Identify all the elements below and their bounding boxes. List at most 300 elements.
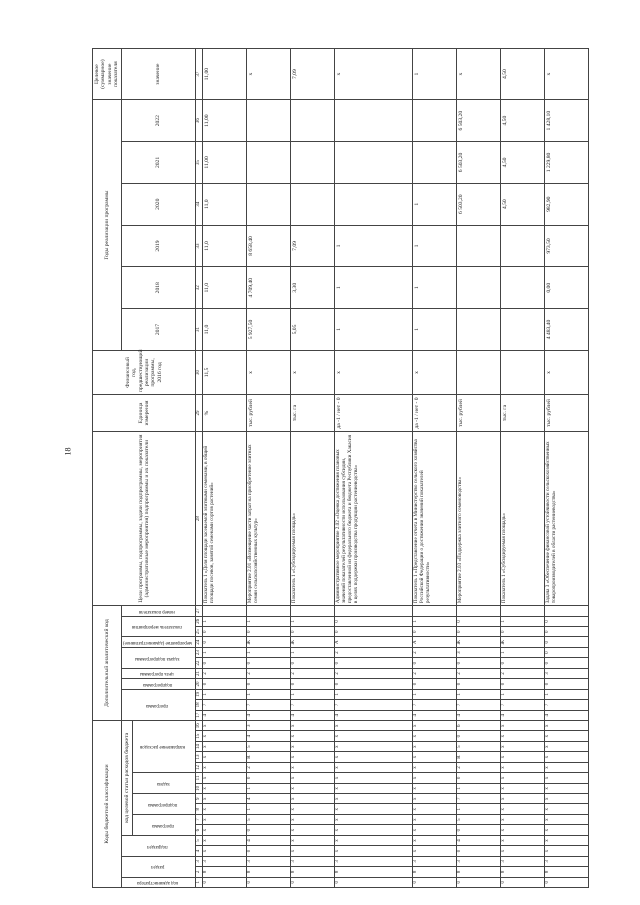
code-cell: x xyxy=(544,794,588,804)
code-cell: 4 xyxy=(202,710,246,720)
code-cell: 8 xyxy=(246,867,290,877)
code-cell: x xyxy=(290,752,334,762)
year-value-cell xyxy=(412,142,456,184)
code-cell: 7 xyxy=(500,700,544,710)
row-name-cell: Показатель 1 «Субсидируемая площадь» xyxy=(500,432,544,606)
code-cell: x xyxy=(500,721,544,731)
code-cell: x xyxy=(500,783,544,793)
column-number: 1 xyxy=(196,877,203,887)
year-value-cell: 1 xyxy=(412,309,456,351)
column-number: 5 xyxy=(196,835,203,845)
code-cell: x xyxy=(412,835,456,845)
code-cell: x xyxy=(202,752,246,762)
column-numbers-row xyxy=(196,49,203,888)
final-value-cell: 4,50 xyxy=(500,49,544,100)
code-cell: 3 xyxy=(246,856,290,866)
an-measure-header: мероприятие (административное) xyxy=(121,637,195,647)
code-cell: x xyxy=(202,804,246,814)
code-cell: 0 xyxy=(334,877,412,887)
code-cell: 1 xyxy=(246,647,290,657)
code-cell: 4 xyxy=(246,710,290,720)
code-cell: 1 xyxy=(412,616,456,626)
code-cell: 3 xyxy=(290,856,334,866)
code-cell: 0 xyxy=(246,846,290,856)
code-cell: 4 xyxy=(246,731,290,741)
code-cell xyxy=(500,606,544,617)
value-2016-cell: x xyxy=(290,350,334,394)
year-value-cell: 6 503,20 xyxy=(456,142,500,184)
code-cell: 8 xyxy=(456,867,500,877)
code-cell: x xyxy=(500,814,544,824)
code-cell: 2 xyxy=(334,668,412,678)
code-cell: 0 xyxy=(544,637,588,647)
year-value-cell xyxy=(290,100,334,142)
column-number: 8 xyxy=(196,804,203,814)
code-cell: 1 xyxy=(500,647,544,657)
code-cell: 0 xyxy=(456,679,500,689)
code-cell: 0 xyxy=(246,658,290,668)
code-cell: 0 xyxy=(500,658,544,668)
code-cell: x xyxy=(412,804,456,814)
column-number: 20 xyxy=(196,679,203,689)
code-cell: R xyxy=(456,752,500,762)
code-cell: x xyxy=(544,783,588,793)
an-indicator-header: показатель мероприятия xyxy=(121,616,195,637)
code-cell: x xyxy=(544,762,588,772)
code-cell: x xyxy=(334,741,412,751)
final-value-cell: x xyxy=(544,49,588,100)
code-cell xyxy=(544,606,588,617)
years-group-header: Годы реализации программы xyxy=(93,100,122,351)
code-cell: 5 xyxy=(456,741,500,751)
code-cell: x xyxy=(500,825,544,835)
code-cell: 0 xyxy=(456,616,500,626)
code-cell: 0 xyxy=(412,658,456,668)
year-2019-header: 2019 xyxy=(121,225,195,267)
code-cell: 0 xyxy=(246,877,290,887)
final-value-cell: 7,09 xyxy=(290,49,334,100)
code-cell: 0 xyxy=(334,616,412,626)
code-cell: x xyxy=(334,721,412,731)
code-cell: x xyxy=(202,814,246,824)
code-cell: 8 xyxy=(500,867,544,877)
code-cell: 4 xyxy=(544,710,588,720)
code-cell: 0 xyxy=(412,877,456,887)
code-cell: 8 xyxy=(202,867,246,877)
code-cell: 1 xyxy=(202,689,246,699)
code-cell xyxy=(246,606,290,617)
code-cell: 0 xyxy=(456,877,500,887)
code-cell: 7 xyxy=(290,700,334,710)
code-cell: x xyxy=(412,783,456,793)
code-cell: 0 xyxy=(500,679,544,689)
code-cell: 0 xyxy=(544,627,588,637)
year-2021-header: 2021 xyxy=(121,142,195,184)
programma-header: программа xyxy=(133,814,196,835)
code-cell: 0 xyxy=(290,679,334,689)
code-cell: Ж xyxy=(500,637,544,647)
year-value-cell: 1 229,80 xyxy=(544,142,588,184)
year-value-cell: 11,0 xyxy=(202,309,246,351)
year-value-cell xyxy=(456,225,500,267)
code-cell: x xyxy=(334,814,412,824)
year-value-cell: 11,00 xyxy=(202,100,246,142)
code-cell: 0 xyxy=(456,658,500,668)
year-value-cell xyxy=(412,100,456,142)
year-value-cell xyxy=(246,142,290,184)
code-cell: 4 xyxy=(246,835,290,845)
year-value-cell: 4 483,40 xyxy=(544,309,588,351)
code-cell: x xyxy=(290,773,334,783)
code-cell: 2 xyxy=(456,762,500,772)
code-cell: x xyxy=(544,846,588,856)
code-cell: 8 xyxy=(290,867,334,877)
unit-header: Единица измерения xyxy=(93,394,196,431)
code-cell: 4 xyxy=(412,710,456,720)
table-row xyxy=(246,49,290,888)
code-cell: x xyxy=(202,835,246,845)
code-cell: x xyxy=(544,773,588,783)
code-cell: 0 xyxy=(544,658,588,668)
code-cell: 1 xyxy=(456,783,500,793)
code-cell: x xyxy=(412,773,456,783)
code-cell: 5 xyxy=(246,741,290,751)
code-cell: x xyxy=(334,846,412,856)
code-cell: 3 xyxy=(412,856,456,866)
code-cell: 0 xyxy=(246,825,290,835)
row-name-cell: Задача 3 «Обеспечение финансовой устойчивости сельскохозяйственных товаропроизводителей в области растениеводства» xyxy=(544,432,588,606)
year-2020-header: 2020 xyxy=(121,183,195,225)
code-cell: x xyxy=(334,752,412,762)
year-value-cell: 4 709,40 xyxy=(246,267,290,309)
year-value-cell: 8 658,40 xyxy=(246,225,290,267)
year-2017-header: 2017 xyxy=(121,309,195,351)
year-value-cell xyxy=(456,309,500,351)
year-value-cell: 4,50 xyxy=(500,183,544,225)
code-cell: x xyxy=(544,835,588,845)
code-cell: 0 xyxy=(544,877,588,887)
code-cell: 0 xyxy=(412,627,456,637)
code-cell: x xyxy=(334,762,412,772)
target-article-header: код целевой статьи расходов бюджета xyxy=(121,721,133,836)
code-cell xyxy=(202,606,246,617)
code-cell: 3 xyxy=(500,856,544,866)
code-cell: 2 xyxy=(202,668,246,678)
table-row xyxy=(412,49,456,888)
final-value-cell: 11,00 xyxy=(202,49,246,100)
code-cell: 2 xyxy=(500,668,544,678)
code-cell xyxy=(456,606,500,617)
year-value-cell: 11,00 xyxy=(202,142,246,184)
code-cell xyxy=(412,606,456,617)
code-cell: x xyxy=(290,825,334,835)
column-number: 10 xyxy=(196,783,203,793)
code-cell: 0 xyxy=(202,627,246,637)
column-number: 34 xyxy=(196,183,203,225)
table-row xyxy=(290,49,334,888)
code-cell: 0 xyxy=(290,627,334,637)
column-number: 29 xyxy=(196,394,203,431)
code-cell: x xyxy=(500,752,544,762)
code-cell: 2 xyxy=(412,668,456,678)
column-number: 25 xyxy=(196,627,203,637)
value-2016-cell xyxy=(456,350,500,394)
final-value-cell: 1 xyxy=(412,49,456,100)
code-cell: x xyxy=(412,846,456,856)
code-cell xyxy=(334,606,412,617)
an-programma-header: программа xyxy=(121,689,195,720)
value-2016-cell: x xyxy=(544,350,588,394)
code-cell: 2 xyxy=(412,647,456,657)
code-cell: x xyxy=(334,804,412,814)
code-cell: x xyxy=(202,731,246,741)
code-cell: x xyxy=(202,721,246,731)
code-cell: 3 xyxy=(544,856,588,866)
column-number: 6 xyxy=(196,825,203,835)
code-cell: x xyxy=(202,846,246,856)
an-number-header: номер показателя xyxy=(121,606,195,617)
unit-cell: да -1 / нет - 0 xyxy=(334,394,412,431)
column-number: 28 xyxy=(196,432,203,606)
unit-cell: тыс. рублей xyxy=(246,394,290,431)
code-cell: x xyxy=(290,741,334,751)
code-cell: x xyxy=(412,825,456,835)
code-cell: 1 xyxy=(290,647,334,657)
year-value-cell: 1 xyxy=(412,267,456,309)
code-cell: 0 xyxy=(544,616,588,626)
code-cell: 4 xyxy=(290,710,334,720)
year-value-cell: 1 428,10 xyxy=(544,100,588,142)
final-value-header: Целевое (суммарное) значение показателя xyxy=(93,49,122,100)
unit-cell: тыс. рублей xyxy=(456,394,500,431)
code-cell: 4 xyxy=(456,710,500,720)
code-cell: 0 xyxy=(456,773,500,783)
column-number: 11 xyxy=(196,773,203,783)
code-cell: 8 xyxy=(412,867,456,877)
year-value-cell: 11,0 xyxy=(202,267,246,309)
code-cell: 3 xyxy=(456,647,500,657)
column-number: 24 xyxy=(196,637,203,647)
year-value-cell: 1 xyxy=(334,267,412,309)
code-cell: x xyxy=(202,741,246,751)
code-cell: 1 xyxy=(246,689,290,699)
column-number: 16 xyxy=(196,721,203,731)
code-cell: 0 xyxy=(456,731,500,741)
column-number: 4 xyxy=(196,846,203,856)
table-row xyxy=(202,49,246,888)
razdel-header: раздел xyxy=(121,856,195,877)
row-name-cell: Показатель 1 «Доля площади засеваемой элитными семенами, в общей площади посевов, занятой семенами сортов растений» xyxy=(202,432,246,606)
code-cell: 0 xyxy=(334,679,412,689)
year-value-cell: 5 927,50 xyxy=(246,309,290,351)
code-cell: x xyxy=(290,783,334,793)
code-cell: x xyxy=(412,752,456,762)
code-cell: x xyxy=(412,794,456,804)
code-cell: x xyxy=(500,846,544,856)
row-name-cell: Административное мероприятие 2.02 «Оценка достижения плановых значений показателей результативности использования субсидии, предоставленной из федерального бюджета и бюджета Республики Хакасия в целях поддержки производства продукции растениеводства» xyxy=(334,432,412,606)
code-cell: 1 xyxy=(456,804,500,814)
code-cell: 0 xyxy=(290,877,334,887)
column-number: 33 xyxy=(196,225,203,267)
code-cell: 5 xyxy=(456,814,500,824)
year-value-cell: 1 xyxy=(412,225,456,267)
year-2016-header: Финансовый год, предшествующий реализации программы, 2016 год xyxy=(93,350,196,394)
code-cell: 4 xyxy=(456,835,500,845)
row-name-cell: Мероприятие 2.01 «Возмещение части затрат на приобретение элитных семян сельскохозяйственных культур» xyxy=(246,432,290,606)
unit-cell: да -1 / нет - 0 xyxy=(412,394,456,431)
code-cell: 3 xyxy=(246,721,290,731)
column-number: 19 xyxy=(196,689,203,699)
column-number: 31 xyxy=(196,309,203,351)
year-value-cell: 4,50 xyxy=(500,100,544,142)
code-cell: 3 xyxy=(456,856,500,866)
column-number: 17 xyxy=(196,710,203,720)
year-value-cell: 982,90 xyxy=(544,183,588,225)
code-cell: 3 xyxy=(334,856,412,866)
code-cell: 0 xyxy=(544,647,588,657)
code-cell: 4 xyxy=(334,710,412,720)
code-cell: R xyxy=(246,752,290,762)
an-task-header: задача подпрограммы xyxy=(121,647,195,668)
code-cell: x xyxy=(290,762,334,772)
row-name-cell: Показатель 1 «Субсидируемая площадь» xyxy=(290,432,334,606)
year-value-cell xyxy=(290,142,334,184)
year-value-cell: 0,00 xyxy=(544,267,588,309)
podprogramma-header: подпрограмма xyxy=(133,794,196,815)
code-cell: x xyxy=(500,731,544,741)
code-cell: x xyxy=(500,741,544,751)
code-cell: x xyxy=(544,741,588,751)
code-cell: 1 xyxy=(202,616,246,626)
code-cell: x xyxy=(544,825,588,835)
code-cell: 1 xyxy=(202,647,246,657)
code-cell: x xyxy=(544,721,588,731)
podrazdel-header: подраздел xyxy=(121,835,195,856)
code-cell: x xyxy=(202,825,246,835)
code-cell: 2 xyxy=(334,647,412,657)
code-cell: A xyxy=(334,637,412,647)
column-number: 23 xyxy=(196,647,203,657)
code-cell: x xyxy=(500,762,544,772)
code-cell: x xyxy=(334,731,412,741)
year-value-cell: 1 xyxy=(334,309,412,351)
code-cell: x xyxy=(334,783,412,793)
code-cell: 1 xyxy=(246,783,290,793)
code-cell: 1 xyxy=(412,689,456,699)
name-header: Цели программы, подпрограммы, задачи подпрограммы, мероприятия (административные мероприятия) подпрограммы и их показатели xyxy=(93,432,196,606)
column-number: 27 xyxy=(196,606,203,617)
code-cell: x xyxy=(202,773,246,783)
code-cell: x xyxy=(334,794,412,804)
code-cell: x xyxy=(500,835,544,845)
rotated-table xyxy=(92,48,557,888)
code-cell: x xyxy=(334,773,412,783)
code-cell: 0 xyxy=(202,679,246,689)
code-cell: x xyxy=(290,731,334,741)
row-name-cell: Показатель 1 «Представление отчета в Министерство сельского хозяйства Российской Федерации о достижении значений показателей результативности» xyxy=(412,432,456,606)
code-cell: 3 xyxy=(544,668,588,678)
code-cell: 1 xyxy=(334,689,412,699)
code-cell: 5 xyxy=(246,814,290,824)
table-row xyxy=(500,49,544,888)
column-number: 14 xyxy=(196,741,203,751)
table-row xyxy=(456,49,500,888)
unit-cell: % xyxy=(202,394,246,431)
final-value-cell: x xyxy=(456,49,500,100)
code-cell: 2 xyxy=(456,668,500,678)
value-2016-cell xyxy=(500,350,544,394)
code-cell: 3 xyxy=(202,856,246,866)
column-number: 32 xyxy=(196,267,203,309)
value-2016-cell: x xyxy=(246,350,290,394)
code-cell: x xyxy=(202,762,246,772)
code-cell: 7 xyxy=(544,700,588,710)
year-value-cell: 1 xyxy=(334,225,412,267)
year-value-cell: 1 xyxy=(412,183,456,225)
code-cell: Ж xyxy=(246,637,290,647)
code-cell: 2 xyxy=(246,668,290,678)
unit-cell: тыс. га xyxy=(290,394,334,431)
program-indicators-table xyxy=(92,48,589,888)
row-name-cell: Мероприятие 2.03 «Поддержка элитного семеноводства» xyxy=(456,432,500,606)
code-cell xyxy=(290,606,334,617)
budget-classification-header: Коды бюджетной классификации xyxy=(93,721,122,888)
code-cell: 0 xyxy=(334,658,412,668)
value-2016-cell: x xyxy=(334,350,412,394)
code-cell: x xyxy=(202,783,246,793)
direction-header: направление расходов xyxy=(133,721,196,773)
page-number: 18 xyxy=(63,447,73,456)
code-cell: 8 xyxy=(334,867,412,877)
code-cell: 2 xyxy=(246,762,290,772)
column-number: 13 xyxy=(196,752,203,762)
code-cell: 0 xyxy=(456,627,500,637)
code-cell: x xyxy=(290,804,334,814)
code-cell: x xyxy=(334,835,412,845)
code-cell: 1 xyxy=(246,804,290,814)
column-number: 35 xyxy=(196,142,203,184)
code-cell: x xyxy=(544,752,588,762)
column-number: 26 xyxy=(196,616,203,626)
code-cell: 1 xyxy=(290,616,334,626)
code-cell: 2 xyxy=(290,668,334,678)
code-cell: Ж xyxy=(456,637,500,647)
year-value-cell xyxy=(246,183,290,225)
code-cell: x xyxy=(412,721,456,731)
column-number: 3 xyxy=(196,856,203,866)
code-cell: 0 xyxy=(246,679,290,689)
year-value-cell: 6 503,20 xyxy=(456,100,500,142)
code-cell: x xyxy=(202,794,246,804)
code-cell: 0 xyxy=(246,773,290,783)
code-cell: x xyxy=(412,731,456,741)
code-cell: x xyxy=(544,804,588,814)
code-cell: 8 xyxy=(544,867,588,877)
code-cell: 0 xyxy=(290,658,334,668)
column-number: 15 xyxy=(196,731,203,741)
code-cell: 0 xyxy=(544,679,588,689)
code-cell: x xyxy=(290,814,334,824)
code-cell: 1 xyxy=(500,689,544,699)
code-cell: 6 xyxy=(456,721,500,731)
year-value-cell xyxy=(290,183,334,225)
code-cell: 0 xyxy=(246,627,290,637)
code-cell: 4 xyxy=(246,794,290,804)
column-number: 2 xyxy=(196,867,203,877)
code-cell: x xyxy=(500,804,544,814)
code-cell: x xyxy=(500,794,544,804)
column-number: 18 xyxy=(196,700,203,710)
